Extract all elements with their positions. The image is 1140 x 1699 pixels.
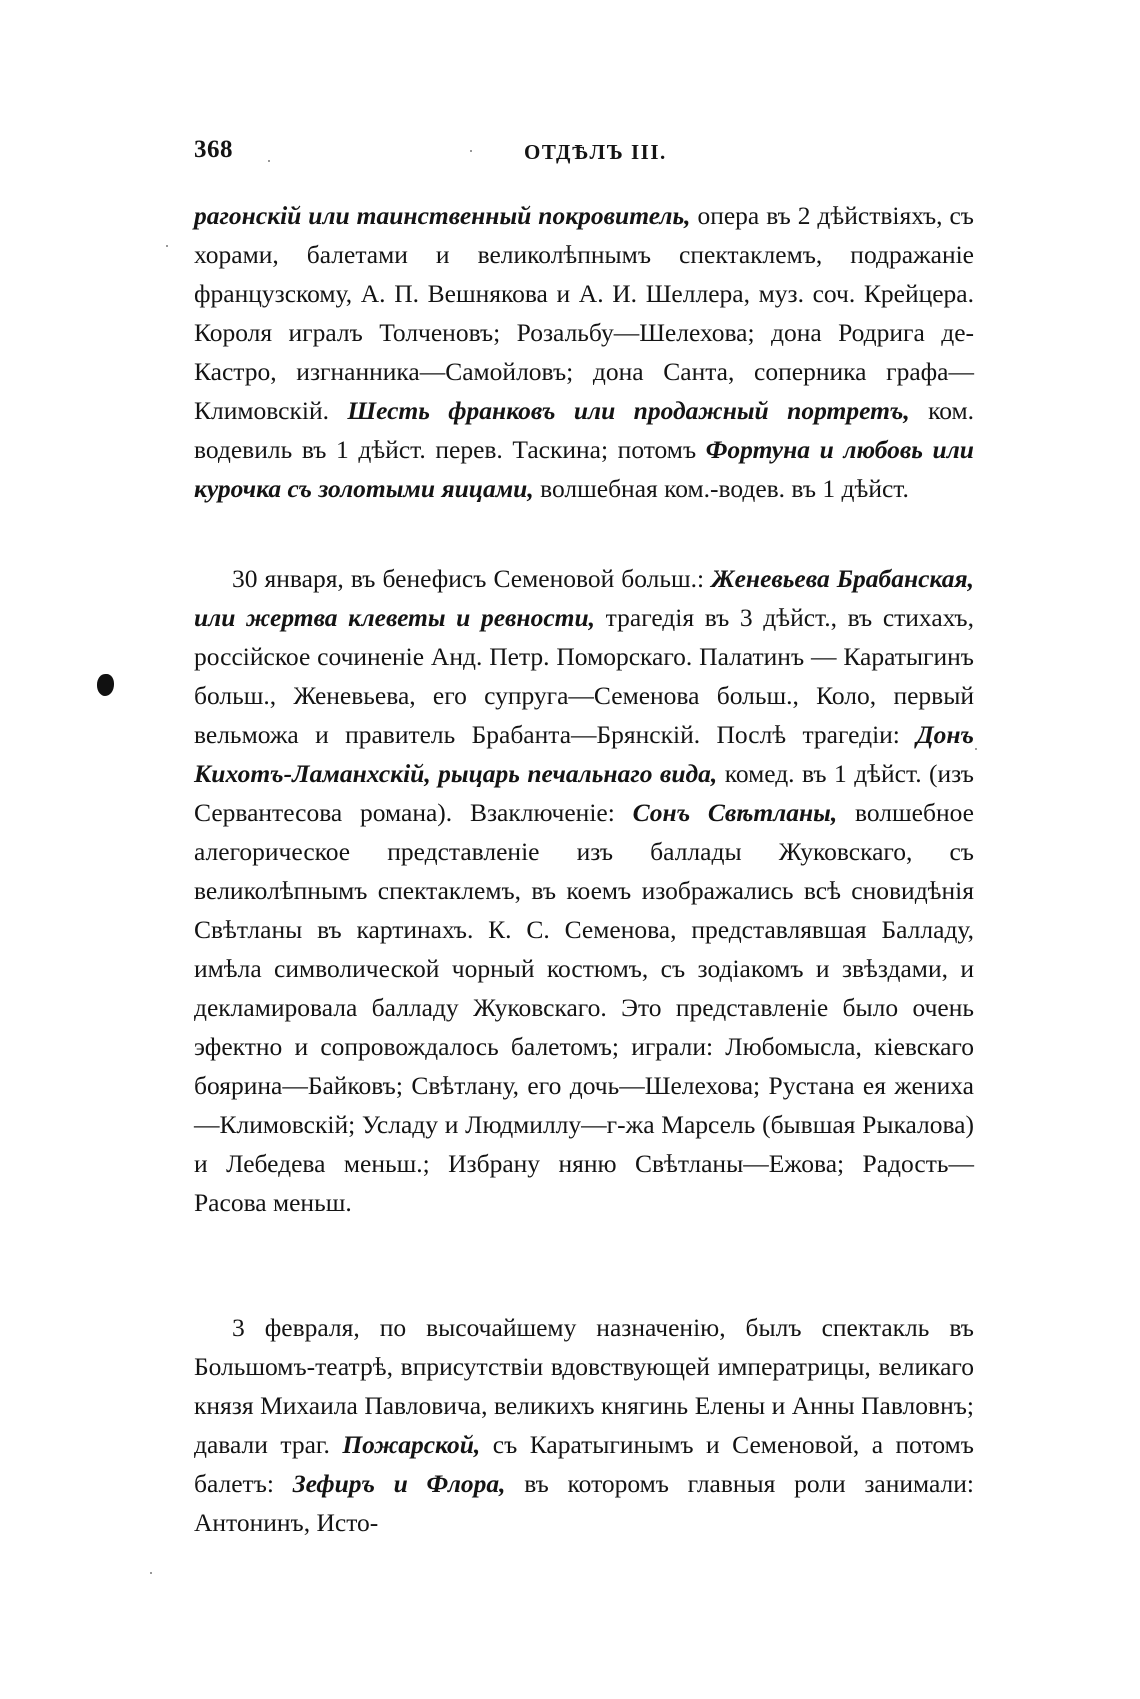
paragraph-text: 30 января, въ бенефисъ Семеновой больш.:: [232, 564, 712, 593]
paper-speck: [470, 150, 472, 152]
play-title: Пожарской,: [342, 1430, 481, 1459]
paragraph-text: 3 февраля, по высочайшему назначенію, былъ спектакль въ Большомъ-театрѣ, вприсутствіи вдовствующей императрицы, великаго князя Михаила Павловича, великихъ княгинь Елены и Анны Павловнъ; давали траг.: [194, 1313, 974, 1459]
paragraph-text: комед. въ 1 дѣйст. (изъ Сервантесова романа). Взаключеніе:: [194, 759, 974, 827]
paragraph-text: съ Каратыгинымъ и Семеновой, а потомъ балетъ:: [194, 1430, 974, 1498]
play-title: Зефиръ и Флора,: [292, 1469, 506, 1498]
paper-speck: [268, 160, 270, 162]
paragraph-february-3: [194, 1308, 974, 1542]
page-number: 368: [194, 136, 233, 163]
paragraph-text: волшебное алегорическое представленіе изъ баллады Жуковскаго, съ великолѣпнымъ спектаклемъ, въ коемъ изображались всѣ сновидѣнія Свѣтланы въ картинахъ. К. С. Семенова, представлявшая Балладу, имѣла символической чорный костюмъ, съ зодіакомъ и звѣздами, и декламировала балладу Жуковскаго. Это представленіе было очень эфектно и сопровождалось балетомъ; играли: Любомысла, кіевскаго боярина—Байковъ; Свѣтлану, его дочь—Шелехова; Рустана ея жениха—Климовскій; Усладу и Людмиллу—г-жа Марсель (бывшая Рыкалова) и Лебедева меньш.; Избрану няню Свѣтланы—Ежова; Радость—Расова меньш.: [194, 798, 974, 1217]
section-title: ОТДѢЛЪ III.: [524, 140, 667, 164]
paragraph-intro: [194, 196, 974, 508]
ink-blot: [97, 674, 114, 696]
play-title: Сонъ Свѣтланы,: [632, 798, 838, 827]
play-title: Донъ Кихотъ-Ламанхскій, рыцарь печальнаго вида,: [194, 720, 974, 788]
play-title: Шесть франковъ или продажный портретъ,: [347, 396, 910, 425]
paragraph-text: ком. водевиль въ 1 дѣйст. перев. Таскина; потомъ: [194, 396, 975, 464]
paragraph-january-30: [194, 559, 974, 1222]
running-head: [194, 136, 974, 176]
play-title: Фортуна и любовь или курочка съ золотыми яицами,: [194, 435, 974, 503]
paragraph-text: въ которомъ главныя роли занимали: Антонинъ, Исто-: [194, 1469, 974, 1537]
paragraph-text: волшебная ком.-водев. въ 1 дѣйст.: [533, 474, 909, 503]
play-title: рагонскій или таинственный покровитель,: [194, 201, 691, 230]
paper-speck: [150, 1572, 152, 1574]
paragraph-text: трагедія въ 3 дѣйст., въ стихахъ, россійское сочиненіе Анд. Петр. Поморскаго. Палатинъ — Каратыгинъ больш., Женевьева, его супруга—Семенова больш., Коло, первый вельможа и правитель Брабанта—Брянскій. Послѣ трагедіи:: [194, 603, 974, 749]
paper-speck: [166, 245, 168, 247]
paragraph-text: опера въ 2 дѣйствіяхъ, съ хорами, балетами и великолѣпнымъ спектаклемъ, подражаніе французскому, А. П. Вешнякова и А. И. Шеллера, муз. соч. Крейцера. Короля игралъ Толченовъ; Розальбу—Шелехова; дона Родрига де-Кастро, изгнанника—Самойловъ; дона Санта, соперника графа—Климовскій.: [194, 201, 974, 425]
play-title: Женевьева Брабанская, или жертва клеветы и ревности,: [194, 564, 974, 632]
paper-speck: [975, 748, 977, 750]
